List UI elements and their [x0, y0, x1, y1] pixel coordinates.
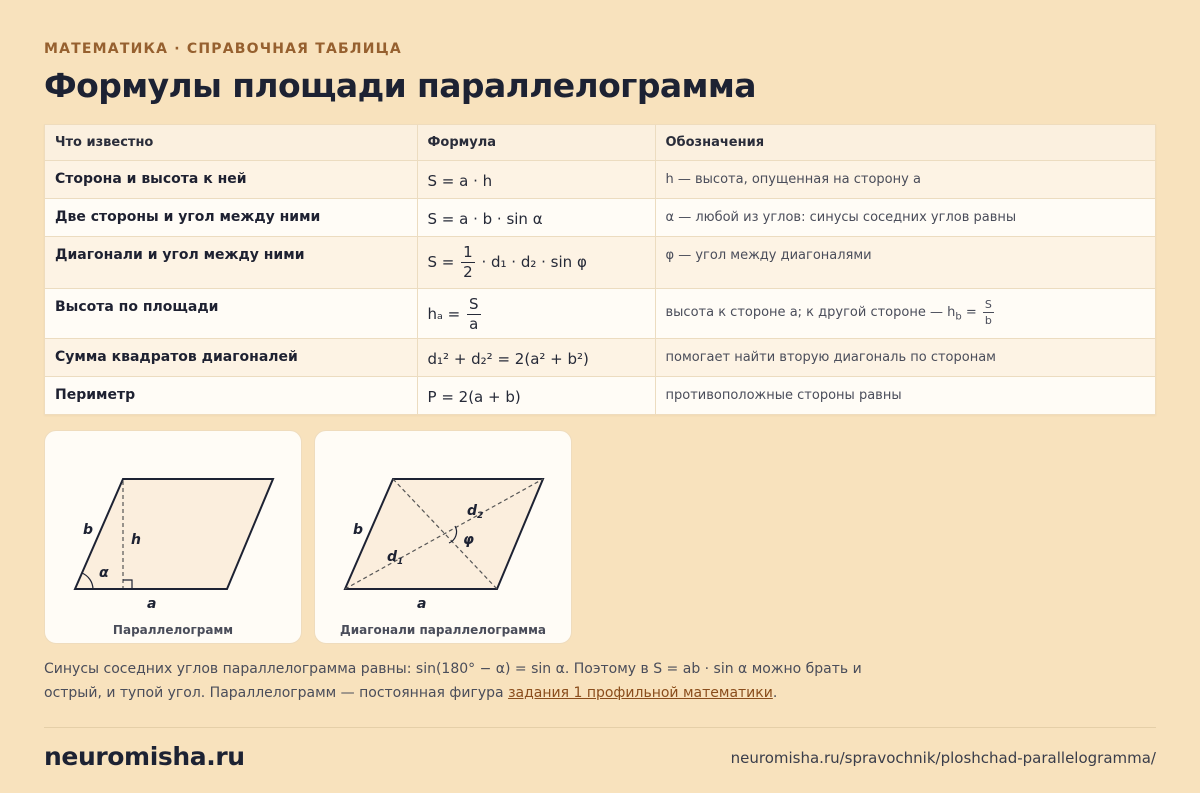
figure-parallelogram — [44, 430, 302, 644]
side-b-label: b — [83, 522, 94, 538]
page-title: Формулы площади параллелограмма — [44, 66, 756, 105]
brand-logo[interactable]: neuromisha.ru — [44, 742, 245, 771]
table-header-row — [45, 125, 1155, 160]
footer-divider — [44, 727, 1156, 728]
fraction-numerator: S — [469, 294, 479, 313]
angle-label: α — [99, 565, 109, 581]
cell-formula: S = a · h — [417, 160, 655, 198]
figure-diagonals — [314, 430, 572, 644]
table-row — [45, 236, 1155, 288]
cell-note — [655, 288, 1155, 338]
height-label: h — [131, 532, 141, 548]
note-text: высота к стороне a; к другой стороне — h — [665, 304, 956, 320]
page-url[interactable]: neuromisha.ru/spravochnik/ploshchad-parallelogramma/ — [730, 749, 1156, 767]
table-row — [45, 376, 1155, 414]
task-link[interactable]: задания 1 профильной математики — [508, 685, 773, 701]
diag2-subscript: 2 — [477, 511, 484, 521]
cell-known: Диагонали и угол между ними — [45, 236, 417, 288]
column-header-known: Что известно — [45, 125, 417, 160]
cell-known: Периметр — [45, 376, 417, 414]
table-row — [45, 288, 1155, 338]
cell-known: Сторона и высота к ней — [45, 160, 417, 198]
fraction-denominator: b — [984, 313, 992, 327]
cell-note: α — любой из углов: синусы соседних углов равны — [655, 198, 1155, 236]
note-subscript: b — [955, 311, 962, 323]
cell-formula: P = 2(a + b) — [417, 376, 655, 414]
table-row — [45, 338, 1155, 376]
formula-lhs: S = — [427, 252, 455, 271]
column-header-notation: Обозначения — [655, 125, 1155, 160]
fraction-denominator: a — [469, 314, 479, 333]
diag2-letter: d — [467, 503, 478, 519]
page-kicker: МАТЕМАТИКА · СПРАВОЧНАЯ ТАБЛИЦА — [44, 41, 402, 57]
diag1-subscript: 1 — [397, 557, 404, 567]
cell-note: помогает найти вторую диагональ по сторонам — [655, 338, 1155, 376]
paragraph-text: Синусы соседних углов параллелограмма равны: sin(180° − α) = sin α. Поэтому в S = ab · sin α можно брать и острый, и тупой угол. Параллелограмм — постоянная фигура — [44, 661, 862, 701]
cell-formula: d₁² + d₂² = 2(a² + b²) — [417, 338, 655, 376]
formula-table — [44, 124, 1156, 415]
cell-formula — [417, 288, 655, 338]
fraction — [461, 242, 475, 281]
paragraph-end: . — [772, 685, 778, 701]
fraction-numerator: S — [984, 297, 992, 311]
cell-note: h — высота, опущенная на сторону a — [655, 160, 1155, 198]
diagonals-diagram — [315, 431, 573, 645]
side-a-label: a — [417, 596, 427, 612]
table-row — [45, 198, 1155, 236]
table-row — [45, 160, 1155, 198]
parallelogram-diagram — [45, 431, 303, 645]
fraction — [467, 294, 481, 333]
fraction-numerator: 1 — [463, 242, 473, 261]
cell-known: Сумма квадратов диагоналей — [45, 338, 417, 376]
cell-known: Две стороны и угол между ними — [45, 198, 417, 236]
cell-note: противоположные стороны равны — [655, 376, 1155, 414]
cell-formula: S = a · b · sin α — [417, 198, 655, 236]
figure-caption: Диагонали параллелограмма — [340, 623, 546, 637]
note-equals: = — [965, 304, 977, 320]
fraction — [983, 299, 994, 326]
formula-lhs: hₐ = — [427, 304, 461, 323]
side-a-label: a — [147, 596, 157, 612]
angle-label: φ — [463, 532, 474, 548]
diag1-letter: d — [387, 549, 398, 565]
side-b-label: b — [353, 522, 364, 538]
cell-formula — [417, 236, 655, 288]
fraction-denominator: 2 — [463, 262, 473, 281]
figure-caption: Параллелограмм — [112, 623, 234, 637]
cell-note: φ — угол между диагоналями — [655, 236, 1155, 288]
formula-rhs: · d₁ · d₂ · sin φ — [481, 252, 587, 271]
column-header-formula: Формула — [417, 125, 655, 160]
explanation-paragraph — [44, 657, 924, 705]
cell-known: Высота по площади — [45, 288, 417, 338]
